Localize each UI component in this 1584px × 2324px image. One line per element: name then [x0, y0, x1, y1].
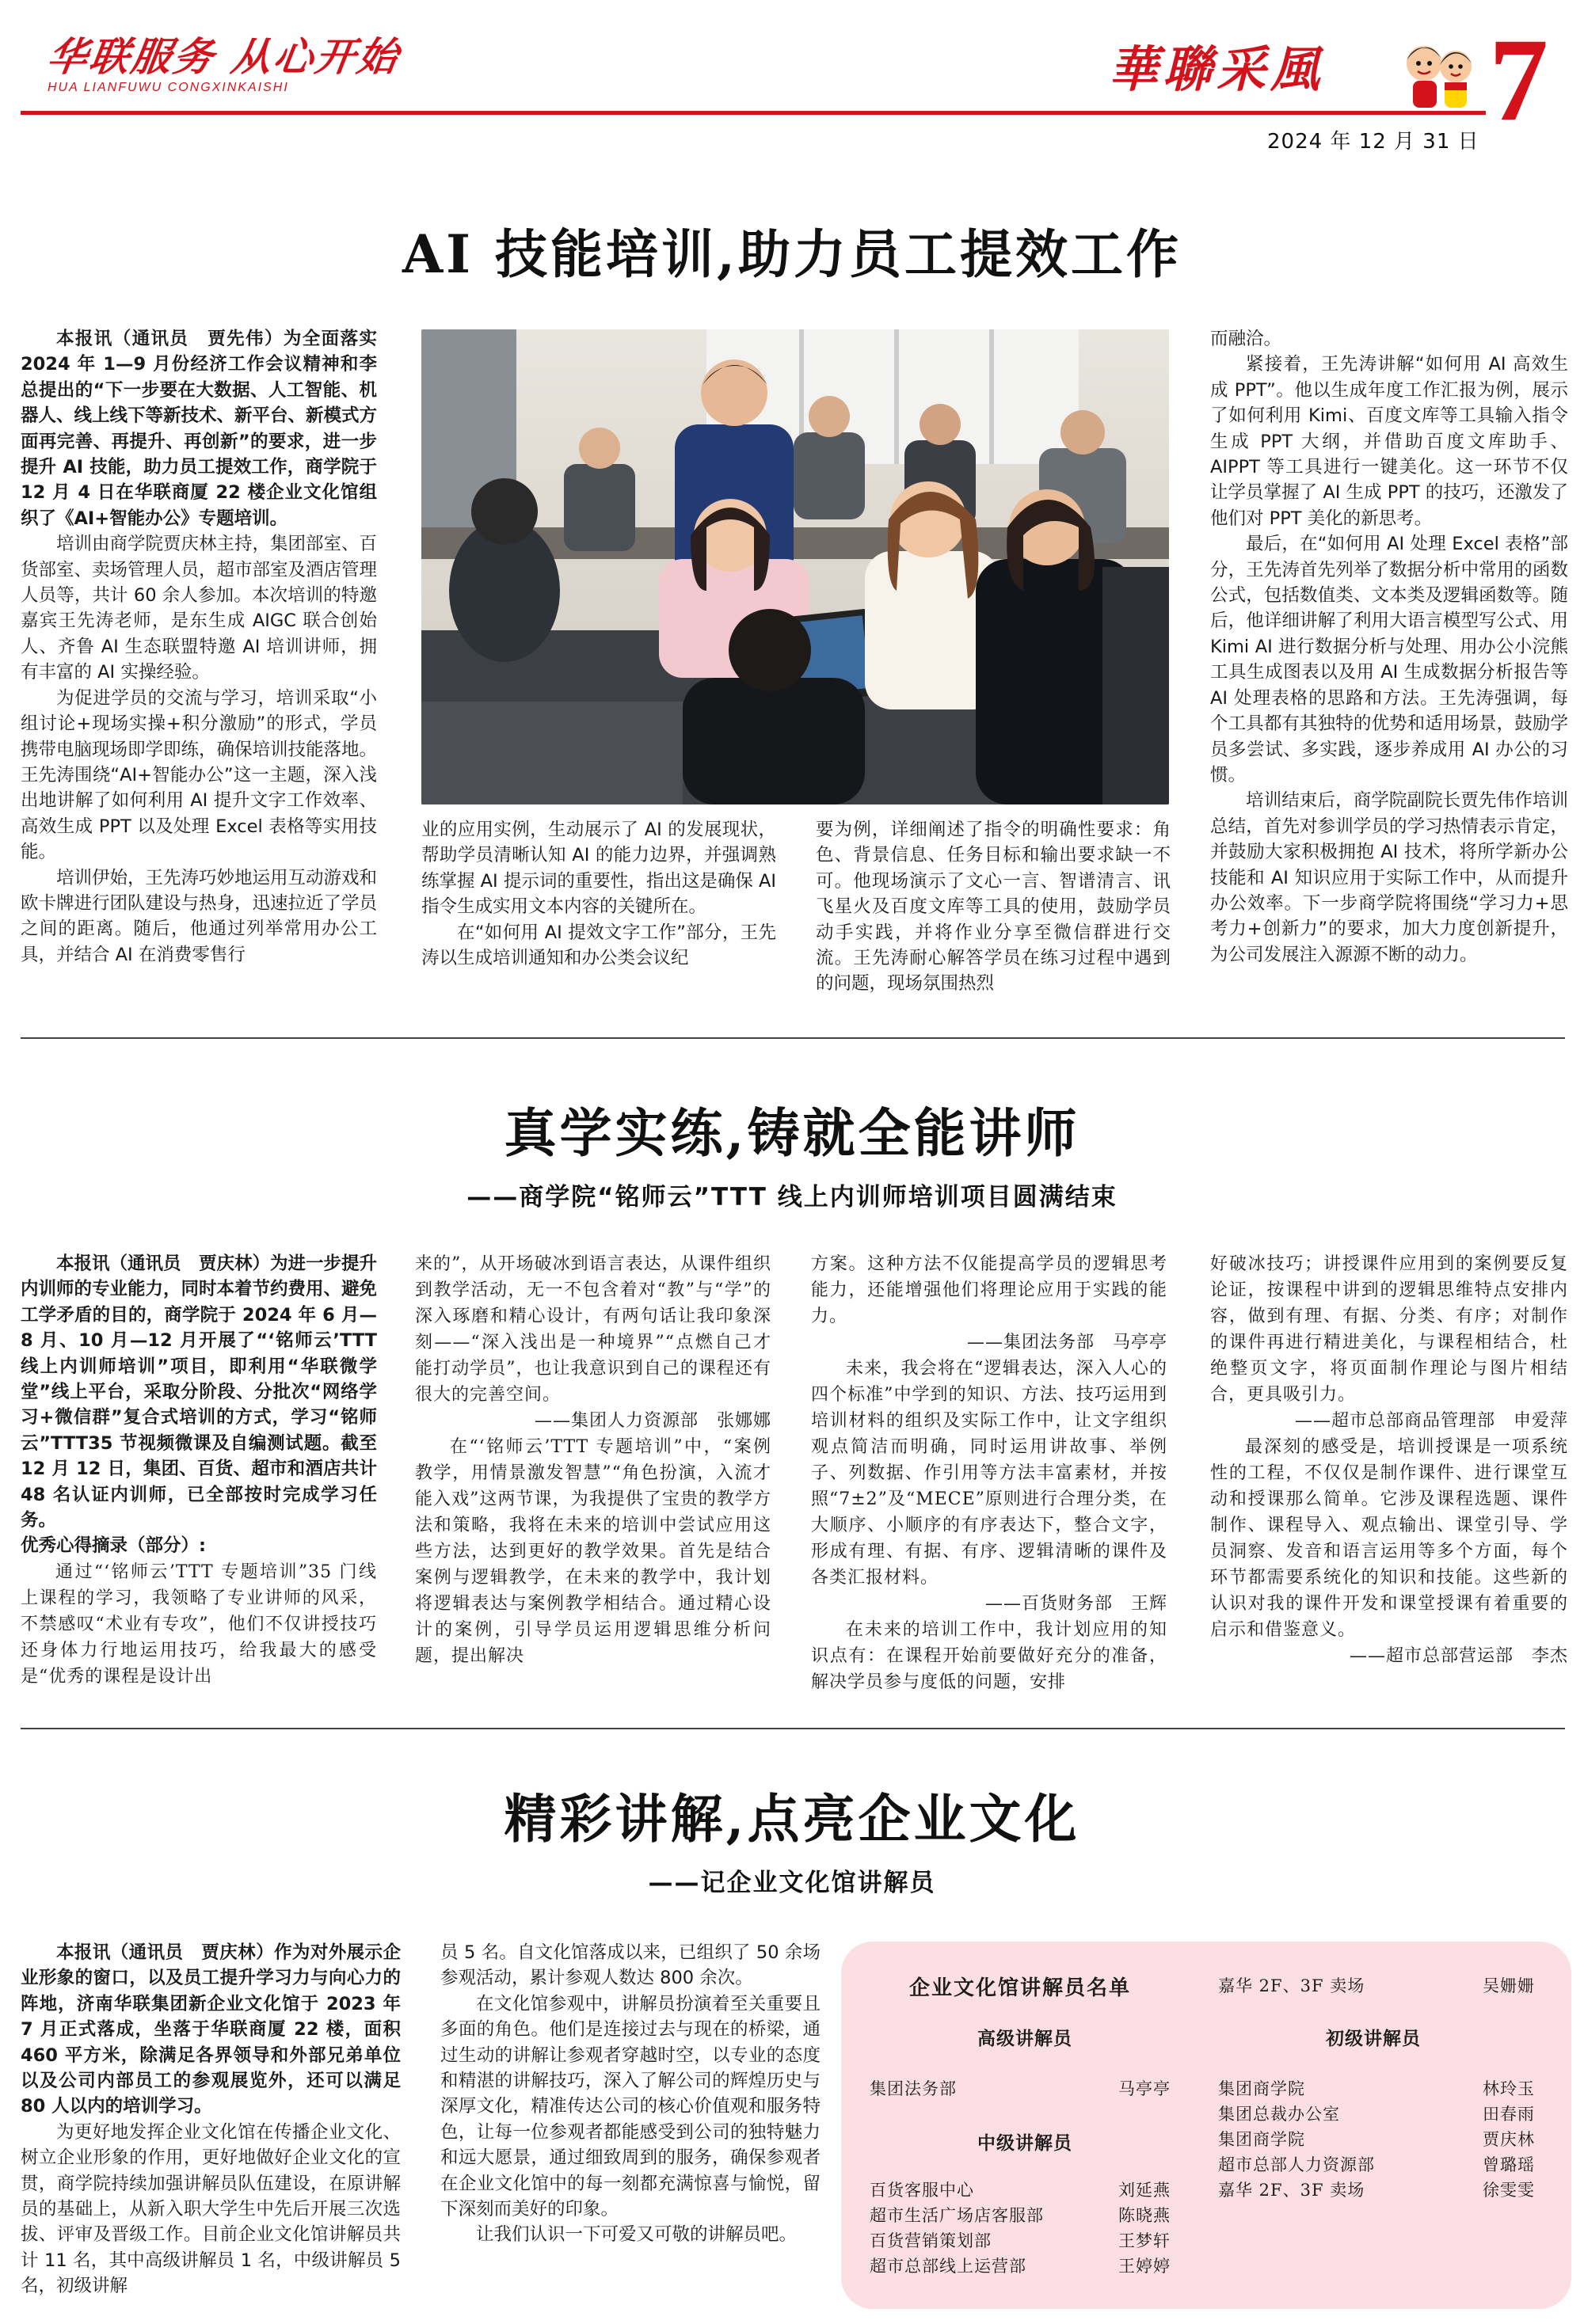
- article3-para: 让我们认识一下可爱又可敬的讲解员吧。: [476, 2224, 798, 2246]
- roster-row: [1218, 2127, 1535, 2151]
- article3-para: 本报讯（通讯员 贾庆林）作为对外展示企业形象的窗口，以及员工提升学习力与向心力的阵地，济南华联集团新企业文化馆于 2023 年 7 月正式落成，坐落于华联商厦 22 楼，面积 460 平方米，除满足各界领导和外部兄弟单位以及公司内部员工的参观展览外，还可以满足 80 人以内的培训学习。: [21, 1942, 401, 2117]
- article3-subtitle: ——记企业文化馆讲解员: [648, 1869, 936, 1897]
- article2-quote: 通过“‘铭师云’TTT 专题培训”35 门线上课程的学习，我领略了专业讲师的风采，不禁感叹“术业有专攻”，他们不仅讲授技巧还身体力行地运用技巧，给我最大的感受是“优秀的课程是设计出: [21, 1561, 377, 1687]
- article2-signature: ——集团人力资源部 张娜娜: [534, 1411, 771, 1431]
- article1-para: 培训伊始，王先涛巧妙地运用互动游戏和欧卡牌进行团队建设与热身，迅速拉近了学员之间的距离。随后，他通过列举常用办公工具，并结合 AI 在消费零售行: [21, 867, 377, 965]
- roster-name: 马亭亭: [1118, 2079, 1171, 2098]
- roster-dept: 嘉华 2F、3F 卖场: [1218, 1976, 1365, 1995]
- roster-name: 贾庆林: [1483, 2130, 1535, 2149]
- article1-column-1: [21, 326, 377, 999]
- roster-name: 林玲玉: [1483, 2079, 1535, 2098]
- section-divider: [21, 1728, 1565, 1729]
- roster-title: 企业文化馆讲解员名单: [909, 1976, 1132, 2000]
- slogan-pinyin: HUA LIANFUWU CONGXINKAISHI: [48, 81, 289, 94]
- roster-dept: 嘉华 2F、3F 卖场: [1218, 2181, 1365, 2200]
- article3-title: 精彩讲解,点亮企业文化: [504, 1788, 1080, 1850]
- roster-dept: 百货客服中心: [870, 2181, 974, 2200]
- article2-signature: ——百货财务部 王辉: [984, 1594, 1167, 1614]
- roster-row: [870, 2076, 1171, 2100]
- article1-para: 最后，在“如何用 AI 处理 Excel 表格”部分，王先涛首先列举了数据分析中常用的函数公式，包括数值类、文本类及逻辑函数等。随后，他详细讲解了利用大语言模型写公式、用 Kimi AI 进行数据分析与处理、用办公小浣熊工具生成图表以及用 AI 生成数据分析报告等 AI 处理表格的思路和方法。王先涛强调，每个工具都有其独特的优势和适用场景，鼓励学员多尝试、多实践，逐步养成用 AI 办公的习惯。: [1210, 534, 1568, 785]
- article2-subtitle: ——商学院“铭师云”TTT 线上内训师培训项目圆满结束: [466, 1183, 1118, 1211]
- slogan-text: 华联服务 从心开始: [44, 34, 403, 80]
- roster-dept: 集团商学院: [1218, 2130, 1305, 2149]
- roster-middle-heading: 中级讲解员: [977, 2132, 1072, 2154]
- roster-row: [870, 2228, 1171, 2252]
- page-number: 7: [1489, 14, 1548, 146]
- article2-quote: 来的”，从开场破冰到语言表达，从课件组织到教学活动，无一不包含着对“教”与“学”的深入琢磨和精心设计，有两句话让我印象深刻——“深入浅出是一种境界”“点燃自己才能打动学员”，也让我意识到自己的课程还有很大的完善空间。: [415, 1254, 771, 1405]
- roster-dept: 集团商学院: [1218, 2079, 1305, 2098]
- article2-column-4: [1210, 1251, 1568, 1695]
- article2-title: 真学实练,铸就全能讲师: [504, 1102, 1080, 1164]
- article2-column-3: [811, 1251, 1167, 1695]
- article2-quote: 未来，我会将在“逻辑表达，深入人心的四个标准”中学到的知识、方法、技巧运用到培训材料的组织及实际工作中，让文字组织观点简洁而明确，同时运用讲故事、举例子、列数据、作引用等方法丰富素材，并按照“7±2”及“MECE”原则进行合理分类，在大顺序、小顺序的有序表达下，整合文字，形成有理、有据、有序、逻辑清晰的课件及各类汇报材料。: [811, 1359, 1167, 1588]
- masthead-slogan: [44, 32, 491, 95]
- roster-row: [1218, 2152, 1535, 2176]
- article1-para: 本报讯（通讯员 贾先伟）为全面落实 2024 年 1—9 月份经济工作会议精神和李总提出的“下一步要在大数据、人工智能、机器人、线上线下等新技术、新平台、新模式方面再完善、再提升、再创新”的要求，进一步提升 AI 技能，助力员工提效工作，商学院于 12 月 4 日在华联商厦 22 楼企业文化馆组织了《AI+智能办公》专题培训。: [21, 329, 377, 529]
- article2-quote: 方案。这种方法不仅能提高学员的逻辑思考能力，还能增强他们将理论应用于实践的能力。: [811, 1254, 1167, 1326]
- roster-dept: 超市总部人力资源部: [1218, 2155, 1375, 2174]
- roster-name: 田春雨: [1483, 2105, 1535, 2124]
- roster-name: 王梦轩: [1118, 2231, 1171, 2250]
- roster-dept: 超市总部线上运营部: [870, 2257, 1026, 2276]
- roster-dept: 百货营销策划部: [870, 2231, 992, 2250]
- roster-dept: 超市生活广场店客服部: [870, 2206, 1044, 2225]
- roster-name: 曾璐瑶: [1483, 2155, 1535, 2174]
- article2-column-2: [415, 1251, 771, 1695]
- article2-quote: 最深刻的感受是，培训授课是一项系统性的工程，不仅仅是制作课件、进行课堂互动和授课那么简单。它涉及课程选题、课件制作、课程导入、观点输出、课堂引导、学员洞察、发音和语言运用等多个方面，每个环节都需要系统化的知识和技能。这些新的认识对我的课件开发和课堂授课有着重要的启示和借鉴意义。: [1210, 1437, 1568, 1640]
- article2-quote: 在未来的培训工作中，我计划应用的知识点有：在课程开始前要做好充分的准备，解决学员参与度低的问题，安排: [811, 1620, 1167, 1692]
- roster-row: [1218, 2178, 1535, 2201]
- article1-para: 培训结束后，商学院副院长贾先伟作培训总结，首先对参训学员的学习热情表示肯定，并鼓励大家积极拥抱 AI 技术，将所学新办公技能和 AI 知识应用于实际工作中，从而提升办公效率。下一步商学院将围绕“学习力+思考力+创新力”的要求，加大力度创新提升，为公司发展注入源源不断的动力。: [1210, 790, 1568, 965]
- roster-dept: 集团法务部: [870, 2079, 957, 2098]
- header-rule: [21, 111, 1486, 115]
- roster-row: [870, 2254, 1171, 2277]
- roster-dept: 集团总裁办公室: [1218, 2105, 1340, 2124]
- column-title: 華聯采風: [1109, 40, 1325, 98]
- article2-quote: 在“‘铭师云’TTT 专题培训”中，“案例教学，用情景激发智慧”“角色扮演，入流才能入戏”这两节课，为我提供了宝贵的教学方法和策略，我将在未来的培训中尝试应用这些方法，达到更好的教学效果。首先是结合案例与逻辑教学，在未来的教学中，我计划将逻辑表达与案例教学相结合。通过精心设计的案例，引导学员运用逻辑思维分析问题，提出解决: [415, 1437, 771, 1666]
- article2-quote: 好破冰技巧；讲授课件应用到的案例要反复论证，按课程中讲到的逻辑思维特点安排内容，做到有理、有据、分类、有序；对制作的课件再进行精进美化，与课程相结合，杜绝整页文字，将页面制作理论与图片相结合，更具吸引力。: [1210, 1254, 1568, 1405]
- article2-signature: ——超市总部商品管理部 申爱萍: [1294, 1411, 1568, 1431]
- article2-signature: ——集团法务部 马亭亭: [966, 1333, 1167, 1352]
- mascot-icon: [1396, 32, 1483, 119]
- article3-column-1: [21, 1940, 401, 2312]
- article1-para: 业的应用实例，生动展示了 AI 的发展现状，帮助学员清晰认知 AI 的能力边界，并强调熟练掌握 AI 提示词的重要性，指出这是确保 AI 指令生成实用文本内容的关键所在。: [421, 820, 776, 918]
- roster-row: [870, 2178, 1171, 2201]
- article2-subhead: 优秀心得摘录（部分）:: [21, 1535, 206, 1557]
- article1-para: 紧接着，王先涛讲解“如何用 AI 高效生成 PPT”。他以生成年度工作汇报为例，展示了如何利用 Kimi、百度文库等工具输入指令生成 PPT 大纲，并借助百度文库助手、AIPPT 等工具进行一键美化。这一环节不仅让学员掌握了 AI 生成 PPT 的技巧，还激发了他们对 PPT 美化的新思考。: [1210, 354, 1568, 529]
- docent-roster-box: [841, 1942, 1571, 2309]
- article1-para: 培训由商学院贾庆林主持，集团部室、百货部室、卖场管理人员，超市部室及酒店管理人员等，共计 60 余人参加。本次培训的特邀嘉宾王先涛老师，是东生成 AIGC 联合创始人、齐鲁 AI 生态联盟特邀 AI 培训讲师，拥有丰富的 AI 实操经验。: [21, 534, 377, 683]
- article3-column-2: [440, 1940, 821, 2312]
- article1-column-2: [421, 817, 776, 1001]
- section-divider: [21, 1037, 1565, 1039]
- article3-para: 员 5 名。自文化馆落成以来，已组织了 50 余场参观活动，累计参观人数达 800 余次。: [440, 1942, 821, 1989]
- roster-name: 吴姗姗: [1483, 1976, 1535, 1995]
- article3-para: 为更好地发挥企业文化馆在传播企业文化、树立企业形象的作用，更好地做好企业文化的宣贯，商学院持续加强讲解员队伍建设，在原讲解员的基础上，从新入职大学生中先后开展三次选拔、评审及晋级工作。目前企业文化馆讲解员共计 11 名，其中高级讲解员 1 名，中级讲解员 5 名，初级讲解: [21, 2121, 401, 2297]
- roster-row: [870, 2203, 1171, 2227]
- training-photo: [421, 329, 1169, 804]
- roster-row: [1218, 1973, 1535, 1997]
- article1-column-3: [816, 817, 1171, 1001]
- article1-para: 为促进学员的交流与学习，培训采取“小组讨论+现场实操+积分激励”的形式，学员携带电脑现场即学即练，确保培训技能落地。王先涛围绕“AI+智能办公”这一主题，深入浅出地讲解了如何利用 AI 提升文字工作效率、高效生成 PPT 以及处理 Excel 表格等实用技能。: [21, 687, 377, 863]
- roster-name: 徐雯雯: [1483, 2181, 1535, 2200]
- article3-para: 在文化馆参观中，讲解员扮演着至关重要且多面的角色。他们是连接过去与现在的桥梁，通过生动的讲解让参观者穿越时空，以专业的态度和精湛的讲解技巧，深入了解公司的辉煌历史与深厚文化，精准传达公司的核心价值观和服务特色，让每一位参观者都能感受到公司的独特魅力和远大愿景，通过细致周到的服务，确保参观者在企业文化馆中的每一刻都充满惊喜与愉悦，留下深刻而美好的印象。: [440, 1993, 821, 2220]
- article1-para: 要为例，详细阐述了指令的明确性要求：角色、背景信息、任务目标和输出要求缺一不可。他现场演示了文心一言、智谱清言、讯飞星火及百度文库等工具的使用，鼓励学员动手实践，并将作业分享至微信群进行交流。王先涛耐心解答学员在练习过程中遇到的问题，现场氛围热烈: [816, 820, 1171, 995]
- roster-name: 刘延燕: [1118, 2181, 1171, 2200]
- article1-para: 而融洽。: [1210, 329, 1282, 349]
- roster-name: 陈晓燕: [1118, 2206, 1171, 2225]
- roster-junior-heading: 初级讲解员: [1326, 2028, 1421, 2049]
- roster-row: [1218, 2101, 1535, 2125]
- roster-name: 王婷婷: [1118, 2257, 1171, 2276]
- roster-row: [1218, 2076, 1535, 2100]
- roster-senior-heading: 高级讲解员: [977, 2028, 1072, 2049]
- article1-title: AI 技能培训,助力员工提效工作: [402, 223, 1182, 285]
- article1-para: 在“如何用 AI 提效文字工作”部分，王先涛以生成培训通知和办公类会议纪: [421, 922, 776, 969]
- article1-column-4: [1210, 326, 1568, 999]
- issue-date: 2024 年 12 月 31 日: [1267, 130, 1479, 154]
- article2-para: 本报讯（通讯员 贾庆林）为进一步提升内训师的专业能力，同时本着节约费用、避免工学矛盾的目的，商学院于 2024 年 6 月—8 月、10 月—12 月开展了“‘铭师云’TTT 线上内训师培训”项目，即利用“华联微学堂”线上平台，采取分阶段、分批次“网络学习+微信群”复合式培训的方式，学习“铭师云”TTT35 节视频微课及自编测试题。截至 12 月 12 日，集团、百货、超市和酒店共计 48 名认证内训师，已全部按时完成学习任务。: [21, 1253, 377, 1531]
- article2-signature: ——超市总部营运部 李杰: [1349, 1646, 1568, 1666]
- article2-column-1: [21, 1251, 377, 1695]
